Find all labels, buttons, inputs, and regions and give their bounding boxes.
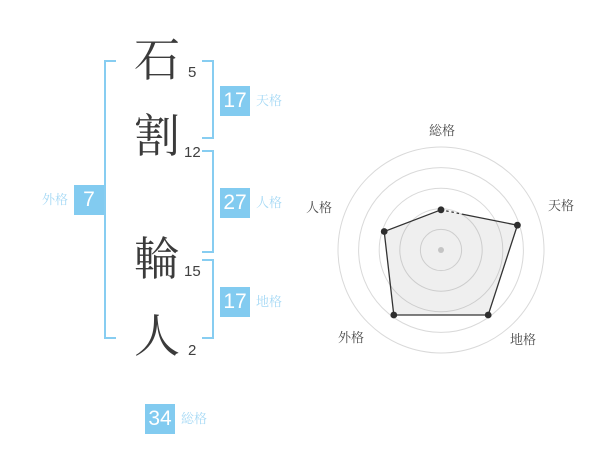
name-char-4: 人 (134, 310, 180, 362)
radar-axis-label-jinkaku: 人格 (305, 200, 332, 215)
radar-vertex-dot (381, 228, 388, 235)
gaikaku-label: 外格 (41, 192, 68, 207)
radar-axis-label-soukaku: 総格 (428, 123, 455, 138)
radar-area (384, 210, 517, 315)
chikaku-label: 地格 (256, 294, 283, 309)
stroke-count-1: 5 (188, 64, 197, 81)
chikaku-badge: 17 (220, 287, 250, 317)
radar-axis-label-tenkaku: 天格 (547, 198, 574, 213)
soukaku-label: 総格 (181, 411, 208, 426)
gaikaku-badge: 7 (74, 185, 104, 215)
bracket-tenkaku (202, 60, 214, 139)
radar-vertex-dot (514, 222, 521, 229)
stroke-count-2: 12 (184, 144, 201, 161)
name-char-2: 割 (134, 110, 180, 162)
radar-vertex-dot (438, 206, 445, 213)
tenkaku-label: 天格 (256, 93, 283, 108)
tenkaku-badge: 17 (220, 86, 250, 116)
radar-center-dot (438, 247, 444, 253)
radar-vertex-dot (485, 312, 492, 319)
radar-vertex-dot (390, 312, 397, 319)
jinkaku-label: 人格 (256, 195, 283, 210)
soukaku-badge: 34 (145, 404, 175, 434)
bracket-chikaku (202, 259, 214, 339)
radar-axis-label-chikaku: 地格 (509, 332, 536, 347)
name-char-3: 輪 (134, 233, 180, 285)
radar-chart (320, 110, 570, 360)
stroke-count-3: 15 (184, 263, 201, 280)
stroke-count-4: 2 (188, 342, 197, 359)
bracket-jinkaku (202, 150, 214, 253)
name-char-1: 石 (134, 34, 180, 86)
radar-axis-label-gaikaku: 外格 (337, 330, 364, 345)
bracket-gaikaku (104, 60, 116, 339)
jinkaku-badge: 27 (220, 188, 250, 218)
